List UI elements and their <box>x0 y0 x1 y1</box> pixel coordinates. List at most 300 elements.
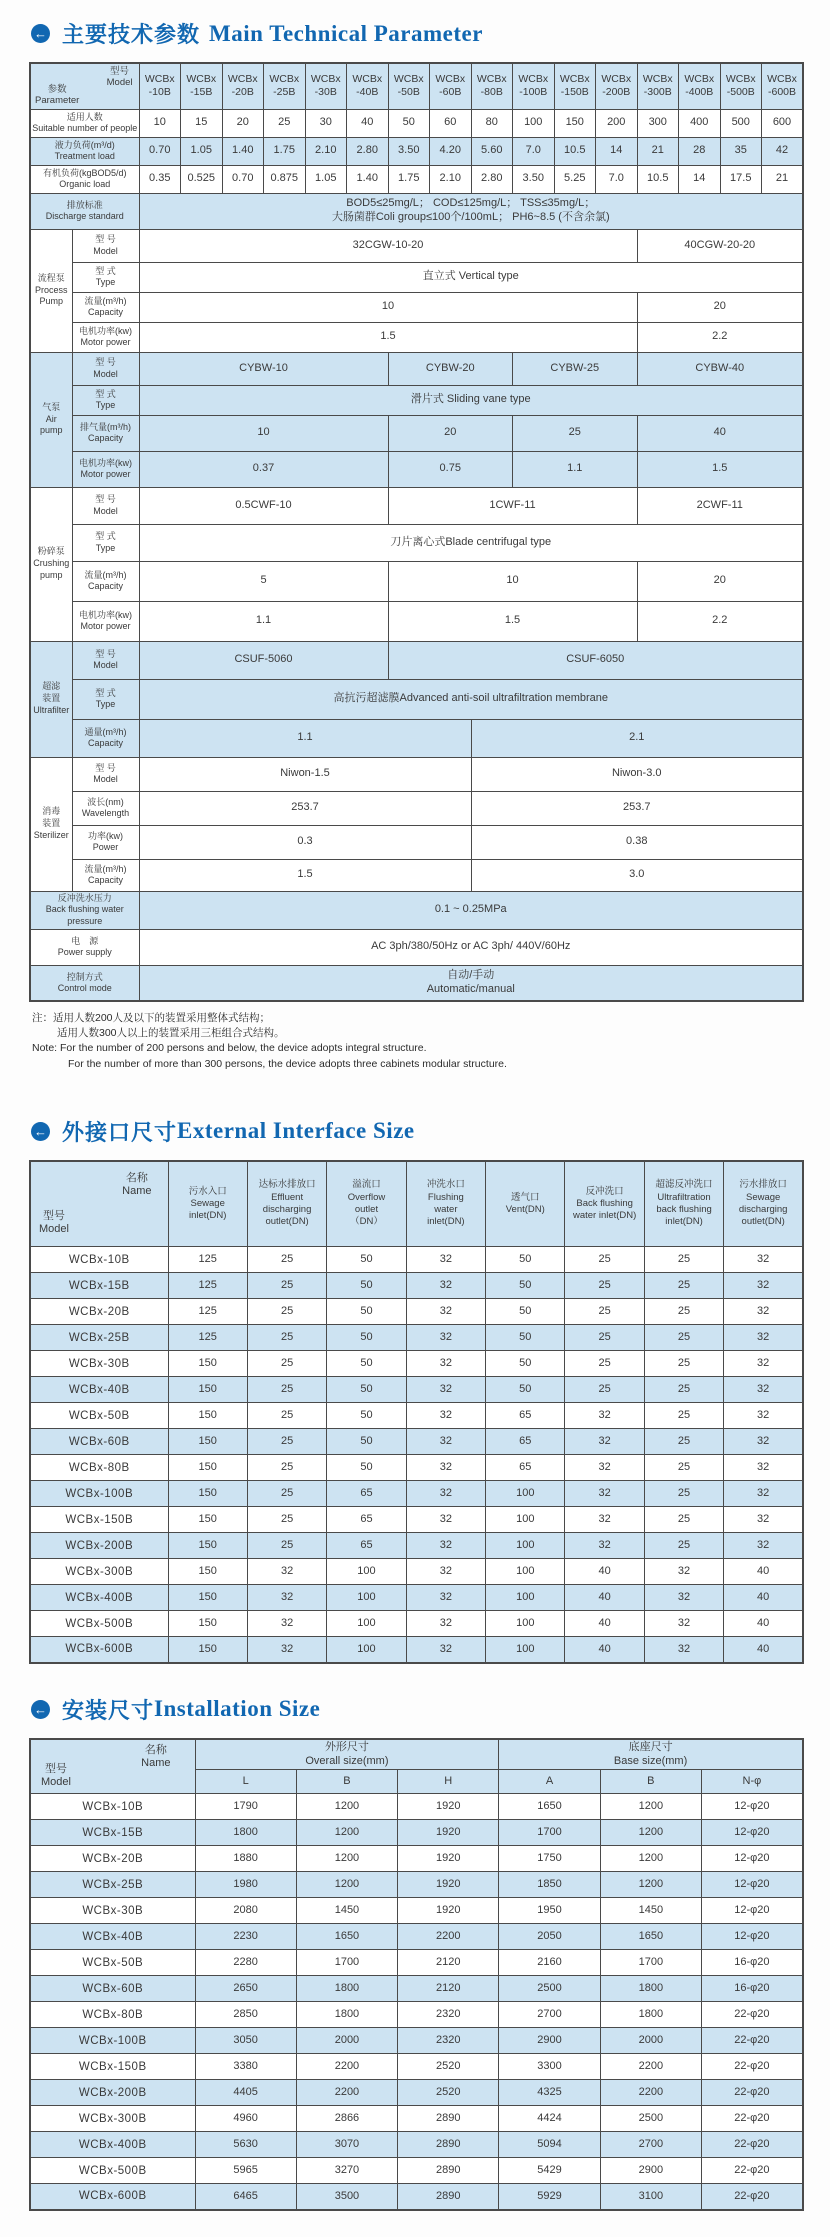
installation-size-table <box>29 1738 804 2211</box>
value-cell: 1700 <box>296 1950 397 1976</box>
value-cell: 1920 <box>398 1872 499 1898</box>
model-cell: WCBx-500B <box>30 1611 168 1637</box>
model-cell: WCBx-300B <box>30 1559 168 1585</box>
table-row <box>30 2106 803 2132</box>
value-cell: 20 <box>637 292 803 322</box>
model-cell: WCBx-25B <box>30 1872 195 1898</box>
value-cell: 4405 <box>195 2080 296 2106</box>
value-cell: 150 <box>168 1611 247 1637</box>
table-row <box>30 1559 803 1585</box>
value-cell: 5.25 <box>554 165 596 193</box>
model-cell: WCBx-10B <box>30 1794 195 1820</box>
corner-cell <box>30 1739 195 1794</box>
value-cell: 25 <box>247 1403 326 1429</box>
arrow-bullet-icon: ← <box>31 1700 50 1719</box>
value-cell: 32 <box>724 1377 803 1403</box>
model-cell: WCBx-30B <box>30 1898 195 1924</box>
value-cell: 22-φ20 <box>701 2028 802 2054</box>
value-cell: 3.0 <box>471 859 803 891</box>
value-cell: 50 <box>327 1247 406 1273</box>
table-row <box>30 2028 803 2054</box>
value-cell: 2890 <box>398 2132 499 2158</box>
value-cell: 2700 <box>600 2132 701 2158</box>
value-cell: 32 <box>247 1611 326 1637</box>
value-cell: 2200 <box>600 2080 701 2106</box>
group-header: 底座尺寸 Base size(mm) <box>499 1739 803 1770</box>
row-label: 型 式 Type <box>72 679 139 719</box>
value-cell: 12-φ20 <box>701 1898 802 1924</box>
table-row <box>30 165 803 193</box>
value-cell: 0.75 <box>388 451 513 487</box>
value-cell: 200 <box>596 109 638 137</box>
table-row <box>30 1247 803 1273</box>
value-cell: 2160 <box>499 1950 600 1976</box>
value-cell: 253.7 <box>139 791 471 825</box>
value-cell: 50 <box>486 1351 565 1377</box>
model-cell: WCBx-600B <box>30 1637 168 1663</box>
row-label: 电机功率(kw) Motor power <box>72 322 139 352</box>
value-cell: 2200 <box>398 1924 499 1950</box>
value-cell: 125 <box>168 1273 247 1299</box>
value-cell: 5 <box>139 561 388 601</box>
value-cell: 32 <box>406 1481 485 1507</box>
value-cell: 2320 <box>398 2002 499 2028</box>
value-cell: 32 <box>406 1299 485 1325</box>
value-cell: 32 <box>247 1637 326 1663</box>
value-cell: 1850 <box>499 1872 600 1898</box>
model-header: WCBx -15B <box>181 63 223 109</box>
value-cell: 2900 <box>499 2028 600 2054</box>
value-cell: 25 <box>247 1325 326 1351</box>
value-cell: 25 <box>247 1455 326 1481</box>
value-cell: 150 <box>168 1377 247 1403</box>
value-cell: 22-φ20 <box>701 2132 802 2158</box>
value-cell: 4.20 <box>430 137 472 165</box>
value-cell: 50 <box>327 1403 406 1429</box>
value-cell: 50 <box>486 1377 565 1403</box>
value-cell: 2.10 <box>305 137 347 165</box>
value-cell: 2.1 <box>471 719 803 757</box>
value-cell: 40 <box>724 1559 803 1585</box>
model-cell: WCBx-300B <box>30 2106 195 2132</box>
value-cell: 刀片离心式Blade centrifugal type <box>139 524 803 561</box>
value-cell: 2650 <box>195 1976 296 2002</box>
column-header: 达标水排放口 Effluent discharging outlet(DN) <box>247 1161 326 1247</box>
row-label: 控制方式 Control mode <box>30 965 139 1001</box>
table-row <box>30 1846 803 1872</box>
row-label: 排放标准 Discharge standard <box>30 193 139 229</box>
value-cell: 50 <box>486 1273 565 1299</box>
table-row <box>30 524 803 561</box>
value-cell: 32 <box>724 1325 803 1351</box>
value-cell: 100 <box>513 109 555 137</box>
row-label: 功率(kw) Power <box>72 825 139 859</box>
model-cell: WCBx-150B <box>30 2054 195 2080</box>
table-row <box>30 1976 803 2002</box>
table-row <box>30 1429 803 1455</box>
value-cell: 1.05 <box>305 165 347 193</box>
table-row <box>30 1820 803 1846</box>
table-row <box>30 1898 803 1924</box>
value-cell: 2890 <box>398 2184 499 2210</box>
row-label: 电机功率(kw) Motor power <box>72 601 139 641</box>
value-cell: 125 <box>168 1325 247 1351</box>
value-cell: 25 <box>247 1507 326 1533</box>
value-cell: 20 <box>222 109 264 137</box>
value-cell: 1.05 <box>181 137 223 165</box>
row-label: 反冲洗水压力 Back flushing water pressure <box>30 891 139 929</box>
column-header: 透气口 Vent(DN) <box>486 1161 565 1247</box>
table-row <box>30 1950 803 1976</box>
value-cell: 22-φ20 <box>701 2158 802 2184</box>
model-header: WCBx -40B <box>347 63 389 109</box>
model-cell: WCBx-400B <box>30 1585 168 1611</box>
value-cell: 2120 <box>398 1950 499 1976</box>
value-cell: CYBW-25 <box>513 352 638 385</box>
value-cell: 25 <box>644 1325 723 1351</box>
value-cell: CYBW-10 <box>139 352 388 385</box>
value-cell: 1920 <box>398 1794 499 1820</box>
column-header: B <box>600 1770 701 1794</box>
structure-notes <box>32 1011 802 1072</box>
table-row <box>30 641 803 679</box>
value-cell: 150 <box>168 1481 247 1507</box>
value-cell: 14 <box>596 137 638 165</box>
external-interface-size-table <box>29 1160 804 1664</box>
column-header: N-φ <box>701 1770 802 1794</box>
value-cell: 1450 <box>600 1898 701 1924</box>
table-row <box>30 322 803 352</box>
table-row <box>30 262 803 292</box>
value-cell: 1650 <box>296 1924 397 1950</box>
table-row <box>30 451 803 487</box>
value-cell: 3070 <box>296 2132 397 2158</box>
value-cell: 40 <box>565 1585 644 1611</box>
table-row <box>30 1872 803 1898</box>
value-cell: AC 3ph/380/50Hz or AC 3ph/ 440V/60Hz <box>139 929 803 965</box>
value-cell: 32 <box>644 1637 723 1663</box>
model-header: WCBx -60B <box>430 63 472 109</box>
value-cell: 3.50 <box>513 165 555 193</box>
value-cell: CSUF-6050 <box>388 641 803 679</box>
value-cell: 25 <box>565 1299 644 1325</box>
column-header: 冲洗水口 Flushing water inlet(DN) <box>406 1161 485 1247</box>
value-cell: 1800 <box>296 2002 397 2028</box>
value-cell: 30 <box>305 109 347 137</box>
model-cell: WCBx-600B <box>30 2184 195 2210</box>
value-cell: 7.0 <box>596 165 638 193</box>
value-cell: 21 <box>762 165 804 193</box>
value-cell: 40 <box>347 109 389 137</box>
value-cell: 20 <box>388 415 513 451</box>
value-cell: 32 <box>565 1481 644 1507</box>
model-cell: WCBx-200B <box>30 1533 168 1559</box>
value-cell: 60 <box>430 109 472 137</box>
value-cell: 25 <box>644 1507 723 1533</box>
model-header: WCBx -25B <box>264 63 306 109</box>
value-cell: 40 <box>565 1559 644 1585</box>
table-row <box>30 859 803 891</box>
value-cell: 150 <box>168 1559 247 1585</box>
value-cell: 32 <box>406 1455 485 1481</box>
value-cell: 150 <box>168 1533 247 1559</box>
column-header: L <box>195 1770 296 1794</box>
value-cell: 3.50 <box>388 137 430 165</box>
table-row <box>30 1403 803 1429</box>
value-cell: 50 <box>327 1273 406 1299</box>
value-cell: 4325 <box>499 2080 600 2106</box>
table-row <box>30 1533 803 1559</box>
value-cell: 25 <box>644 1351 723 1377</box>
value-cell: 1700 <box>600 1950 701 1976</box>
value-cell: 150 <box>168 1429 247 1455</box>
row-label: 型 式 Type <box>72 385 139 415</box>
table-row <box>30 1377 803 1403</box>
value-cell: 5.60 <box>471 137 513 165</box>
row-label: 有机负荷(kgBOD5/d) Organic load <box>30 165 139 193</box>
table-row <box>30 229 803 262</box>
value-cell: 100 <box>327 1559 406 1585</box>
value-cell: 2700 <box>499 2002 600 2028</box>
model-cell: WCBx-15B <box>30 1273 168 1299</box>
table-row <box>30 2132 803 2158</box>
value-cell: 12-φ20 <box>701 1820 802 1846</box>
value-cell: 1450 <box>296 1898 397 1924</box>
corner-label-top-right: 型号 Model <box>106 66 133 89</box>
value-cell: 16-φ20 <box>701 1976 802 2002</box>
value-cell: 1920 <box>398 1820 499 1846</box>
value-cell: 32 <box>724 1429 803 1455</box>
column-header: 溢流口 Overflow outlet （DN） <box>327 1161 406 1247</box>
model-header: WCBx -30B <box>305 63 347 109</box>
value-cell: 22-φ20 <box>701 2184 802 2210</box>
value-cell: 32 <box>247 1585 326 1611</box>
section-title-external-interface-size <box>31 1116 802 1147</box>
value-cell: 1.5 <box>139 322 637 352</box>
value-cell: 50 <box>388 109 430 137</box>
arrow-bullet-icon: ← <box>31 24 50 43</box>
value-cell: 1.40 <box>222 137 264 165</box>
table-row <box>30 825 803 859</box>
main-technical-parameter-table <box>29 62 804 1002</box>
value-cell: 50 <box>327 1325 406 1351</box>
value-cell: 3050 <box>195 2028 296 2054</box>
value-cell: 12-φ20 <box>701 1794 802 1820</box>
table-row <box>30 193 803 229</box>
model-header: WCBx -80B <box>471 63 513 109</box>
table-row <box>30 757 803 791</box>
value-cell: 65 <box>486 1455 565 1481</box>
table-row <box>30 1299 803 1325</box>
value-cell: 2850 <box>195 2002 296 2028</box>
value-cell: 32 <box>406 1559 485 1585</box>
value-cell: 32 <box>724 1351 803 1377</box>
value-cell: 25 <box>644 1481 723 1507</box>
value-cell: 40 <box>724 1585 803 1611</box>
value-cell: 32 <box>724 1403 803 1429</box>
column-header: H <box>398 1770 499 1794</box>
value-cell: 1.5 <box>637 451 803 487</box>
table-row <box>30 929 803 965</box>
value-cell: 32 <box>644 1559 723 1585</box>
value-cell: 15 <box>181 109 223 137</box>
value-cell: 2866 <box>296 2106 397 2132</box>
model-header: WCBx -500B <box>720 63 762 109</box>
value-cell: 100 <box>486 1585 565 1611</box>
value-cell: 40 <box>724 1611 803 1637</box>
value-cell: 0.3 <box>139 825 471 859</box>
value-cell: 40 <box>565 1637 644 1663</box>
model-cell: WCBx-400B <box>30 2132 195 2158</box>
value-cell: 1920 <box>398 1898 499 1924</box>
model-cell: WCBx-40B <box>30 1924 195 1950</box>
value-cell: 32CGW-10-20 <box>139 229 637 262</box>
value-cell: 5094 <box>499 2132 600 2158</box>
value-cell: 25 <box>644 1533 723 1559</box>
column-header: A <box>499 1770 600 1794</box>
value-cell: 1800 <box>296 1976 397 2002</box>
model-cell: WCBx-50B <box>30 1403 168 1429</box>
value-cell: 32 <box>406 1273 485 1299</box>
model-cell: WCBx-100B <box>30 1481 168 1507</box>
model-header: WCBx -50B <box>388 63 430 109</box>
value-cell: 600 <box>762 109 804 137</box>
value-cell: 25 <box>247 1533 326 1559</box>
model-cell: WCBx-80B <box>30 1455 168 1481</box>
value-cell: 50 <box>327 1351 406 1377</box>
value-cell: 10.5 <box>554 137 596 165</box>
table-row <box>30 292 803 322</box>
value-cell: 42 <box>762 137 804 165</box>
value-cell: 100 <box>327 1611 406 1637</box>
row-label: 液力负荷(m³/d) Treatment load <box>30 137 139 165</box>
value-cell: BOD5≤25mg/L； COD≤125mg/L； TSS≤35mg/L； 大肠菌群Coli group≤100个/100mL； PH6~8.5 (不含余氯) <box>139 193 803 229</box>
row-label: 型 号 Model <box>72 641 139 679</box>
table-row <box>30 891 803 929</box>
value-cell: 25 <box>247 1481 326 1507</box>
value-cell: 25 <box>565 1273 644 1299</box>
model-cell: WCBx-200B <box>30 2080 195 2106</box>
table-row <box>30 719 803 757</box>
value-cell: 253.7 <box>471 791 803 825</box>
value-cell: 1.1 <box>139 719 471 757</box>
value-cell: 25 <box>565 1377 644 1403</box>
value-cell: 150 <box>168 1455 247 1481</box>
section-title-zh: 主要技术参数 <box>62 22 201 47</box>
value-cell: 22-φ20 <box>701 2106 802 2132</box>
value-cell: 32 <box>724 1507 803 1533</box>
value-cell: 4424 <box>499 2106 600 2132</box>
value-cell: 25 <box>247 1247 326 1273</box>
corner-cell <box>30 63 139 109</box>
column-header: 超滤反冲洗口 Ultrafiltration back flushing inlet(DN) <box>644 1161 723 1247</box>
value-cell: 25 <box>565 1325 644 1351</box>
value-cell: 21 <box>637 137 679 165</box>
row-label: 电机功率(kw) Motor power <box>72 451 139 487</box>
table-row <box>30 352 803 385</box>
value-cell: 5429 <box>499 2158 600 2184</box>
column-header: B <box>296 1770 397 1794</box>
group-label: 气泵 Air pump <box>30 352 72 487</box>
model-header: WCBx -300B <box>637 63 679 109</box>
table-row <box>30 601 803 641</box>
value-cell: 3300 <box>499 2054 600 2080</box>
value-cell: 32 <box>406 1533 485 1559</box>
table-row <box>30 1455 803 1481</box>
value-cell: 25 <box>644 1273 723 1299</box>
value-cell: 2.10 <box>430 165 472 193</box>
value-cell: 32 <box>644 1585 723 1611</box>
value-cell: 1700 <box>499 1820 600 1846</box>
value-cell: 32 <box>724 1299 803 1325</box>
value-cell: 0.1 ~ 0.25MPa <box>139 891 803 929</box>
value-cell: 1200 <box>600 1820 701 1846</box>
value-cell: 35 <box>720 137 762 165</box>
table-row <box>30 2054 803 2080</box>
model-cell: WCBx-60B <box>30 1976 195 2002</box>
value-cell: 10 <box>139 292 637 322</box>
model-cell: WCBx-40B <box>30 1377 168 1403</box>
table-row <box>30 1794 803 1820</box>
value-cell: 1.75 <box>264 137 306 165</box>
row-label: 流量(m³/h) Capacity <box>72 561 139 601</box>
value-cell: 65 <box>327 1481 406 1507</box>
value-cell: 100 <box>486 1559 565 1585</box>
row-label: 适用人数 Suitable number of people <box>30 109 139 137</box>
value-cell: 10.5 <box>637 165 679 193</box>
model-cell: WCBx-150B <box>30 1507 168 1533</box>
value-cell: 0.37 <box>139 451 388 487</box>
value-cell: 滑片式 Sliding vane type <box>139 385 803 415</box>
table-row <box>30 1481 803 1507</box>
table-row <box>30 1637 803 1663</box>
corner-label-bottom-left: 参数 Parameter <box>35 83 80 107</box>
value-cell: 2.80 <box>347 137 389 165</box>
value-cell: 2890 <box>398 2158 499 2184</box>
model-cell: WCBx-20B <box>30 1299 168 1325</box>
value-cell: 1200 <box>296 1794 397 1820</box>
table-row <box>30 1739 803 1770</box>
row-label: 通量(m³/h) Capacity <box>72 719 139 757</box>
value-cell: 1950 <box>499 1898 600 1924</box>
value-cell: CYBW-40 <box>637 352 803 385</box>
value-cell: 50 <box>486 1299 565 1325</box>
model-cell: WCBx-20B <box>30 1846 195 1872</box>
value-cell: 32 <box>565 1403 644 1429</box>
value-cell: 0.5CWF-10 <box>139 487 388 524</box>
value-cell: 1200 <box>600 1872 701 1898</box>
table-row <box>30 2080 803 2106</box>
corner-label-bottom-left: 型号 Model <box>39 1210 69 1236</box>
table-row <box>30 63 803 109</box>
column-header: 反冲洗口 Back flushing water inlet(DN) <box>565 1161 644 1247</box>
value-cell: 1200 <box>600 1846 701 1872</box>
corner-label-bottom-left: 型号 Model <box>41 1763 71 1789</box>
note-line-en-1: Note: For the number of 200 persons and below, the device adopts integral structure. <box>32 1042 427 1055</box>
corner-label-top-right: 名称 Name <box>122 1171 152 1198</box>
value-cell: 300 <box>637 109 679 137</box>
value-cell: 25 <box>247 1377 326 1403</box>
section-title-zh: 安装尺寸 <box>62 1697 155 1723</box>
value-cell: 25 <box>644 1299 723 1325</box>
value-cell: 22-φ20 <box>701 2002 802 2028</box>
value-cell: 25 <box>644 1247 723 1273</box>
table-row <box>30 2184 803 2210</box>
value-cell: 100 <box>327 1585 406 1611</box>
column-header: 污水入口 Sewage inlet(DN) <box>168 1161 247 1247</box>
value-cell: 25 <box>247 1351 326 1377</box>
value-cell: 500 <box>720 109 762 137</box>
